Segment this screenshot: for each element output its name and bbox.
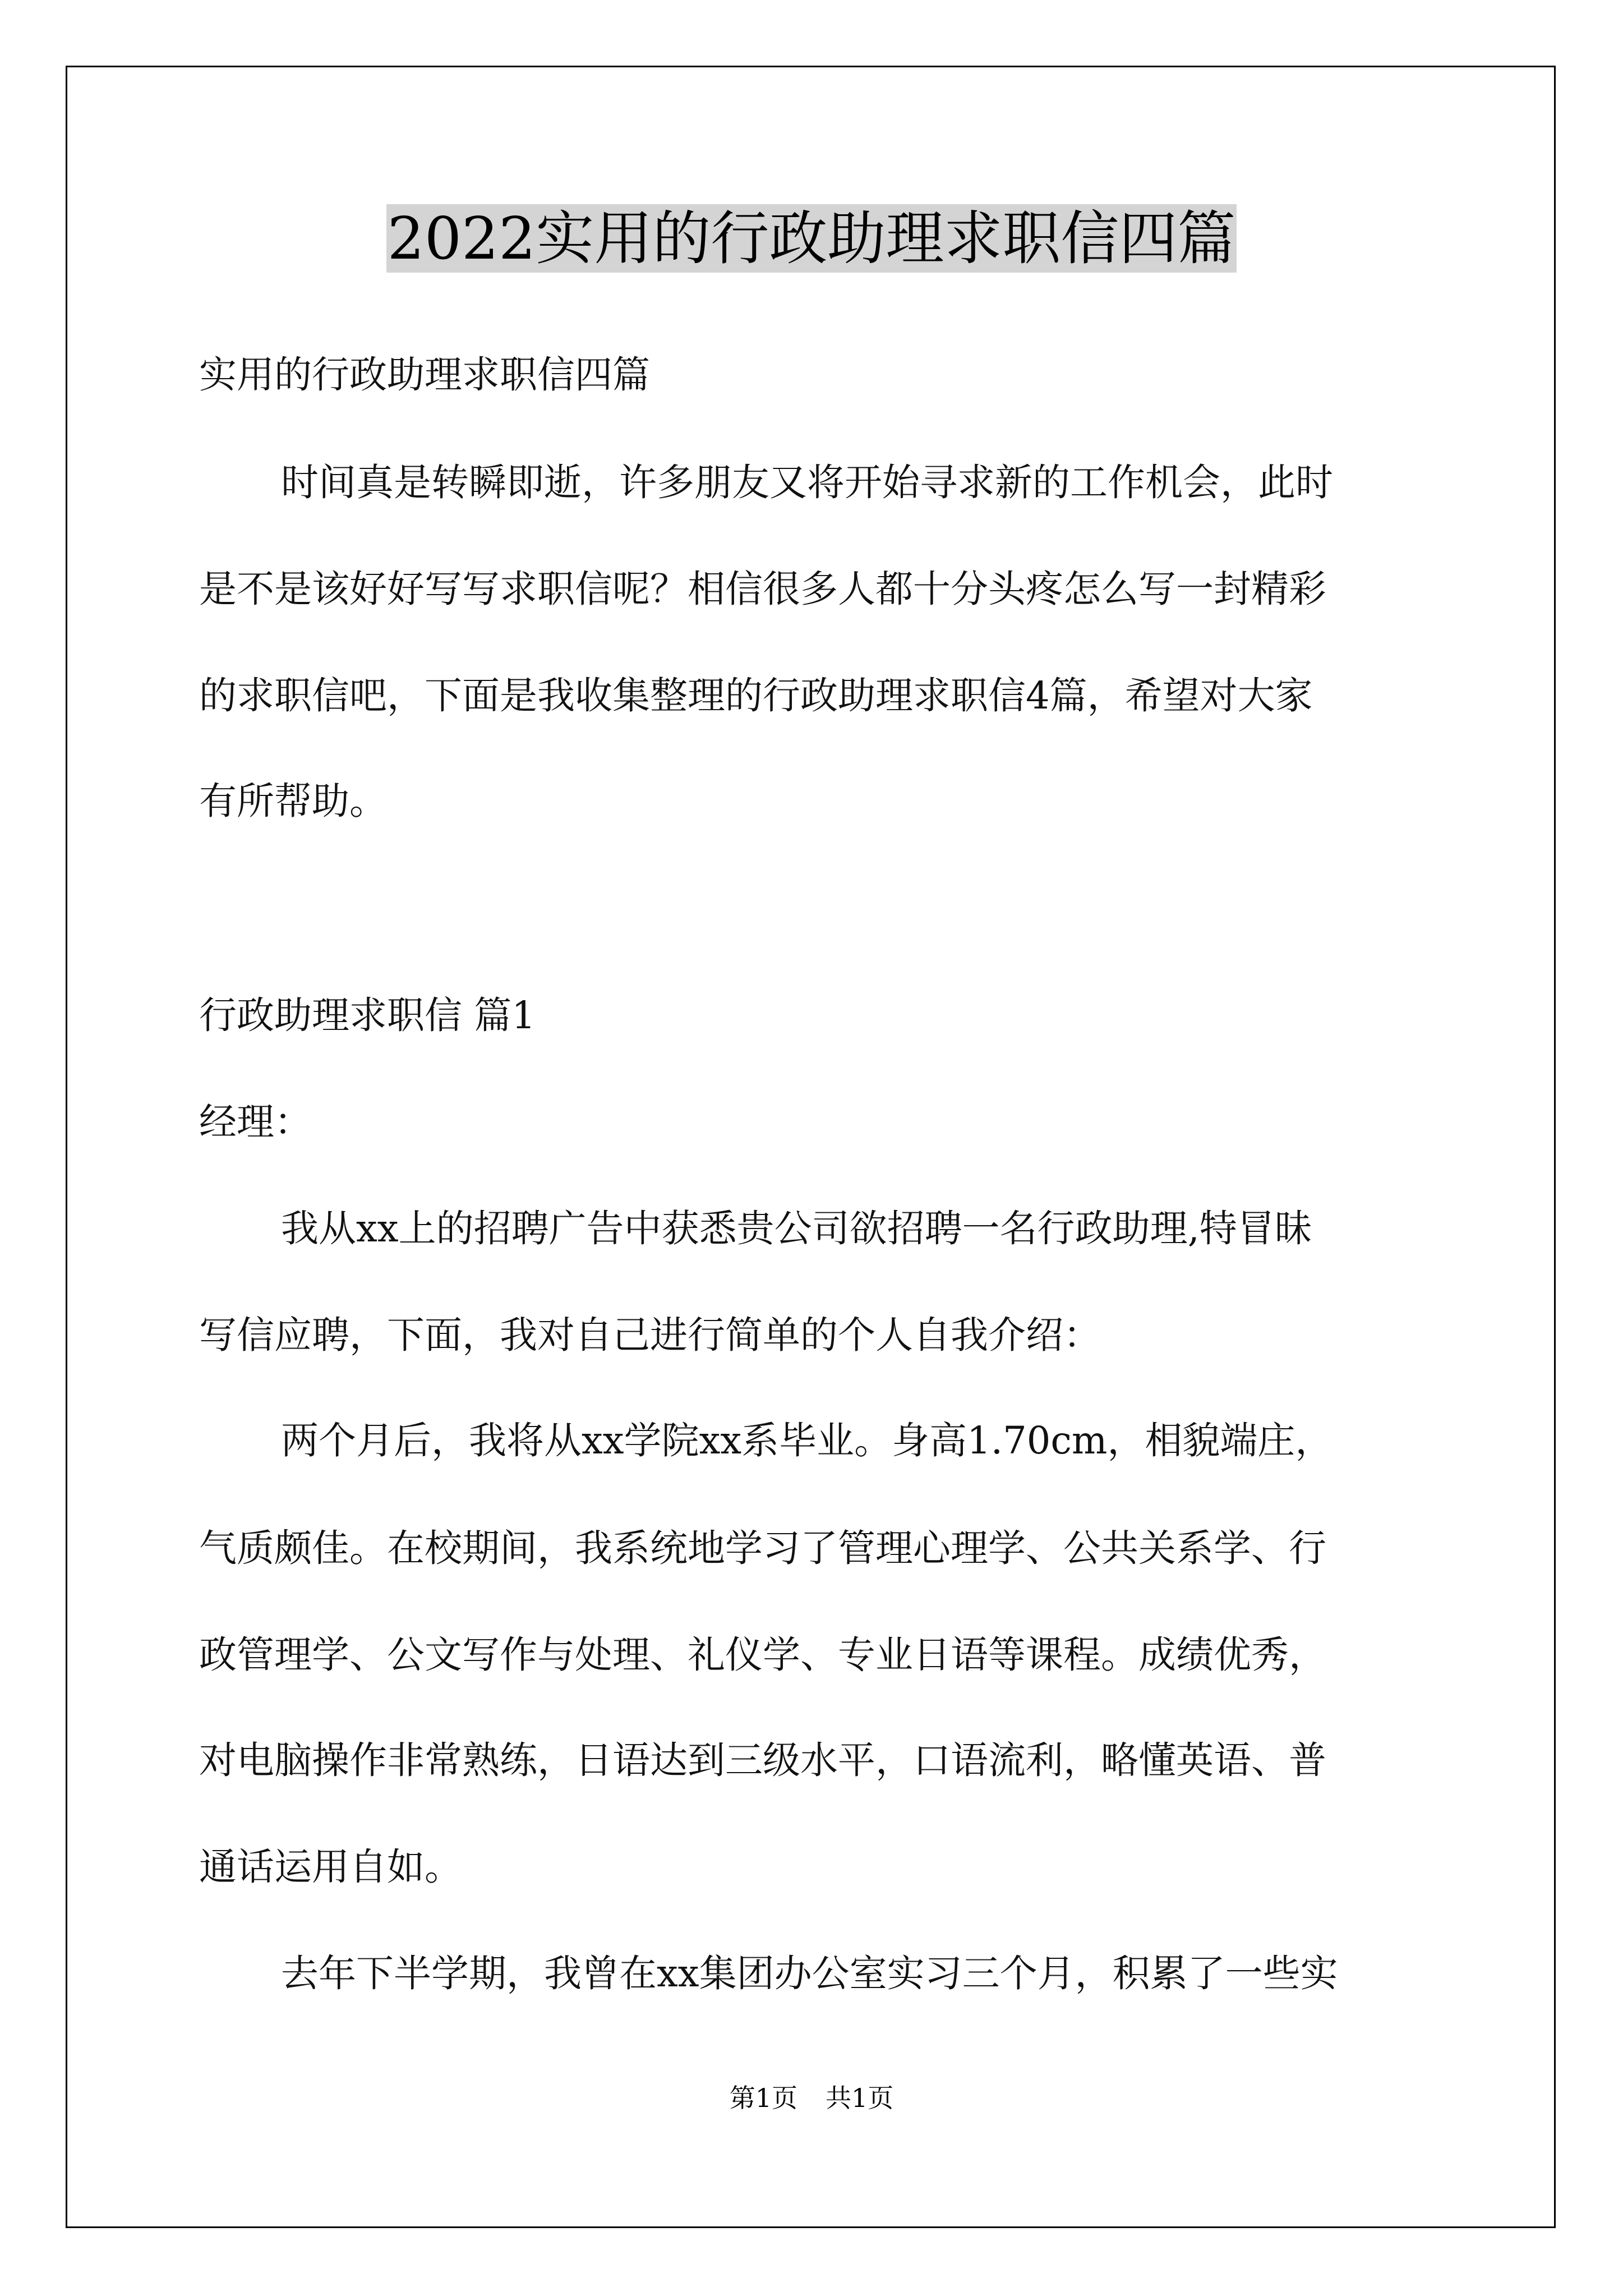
paragraph-line: 是不是该好好写写求职信呢？相信很多人都十分头疼怎么写一封精彩 xyxy=(199,567,1326,611)
page-footer xyxy=(0,2081,1623,2115)
salutation: 经理： xyxy=(199,1100,312,1144)
section-heading: 行政助理求职信 篇1 xyxy=(199,993,536,1037)
paragraph-line: 的求职信吧，下面是我收集整理的行政助理求职信4篇，希望对大家 xyxy=(199,674,1313,717)
title-text: 2022实用的行政助理求职信四篇 xyxy=(387,204,1236,273)
paragraph-line: 政管理学、公文写作与处理、礼仪学、专业日语等课程。成绩优秀， xyxy=(199,1633,1326,1677)
paragraph-line: 我从xx上的招聘广告中获悉贵公司欲招聘一名行政助理,特冒昧 xyxy=(281,1207,1312,1250)
paragraph-line: 对电脑操作非常熟练，日语达到三级水平，口语流利，略懂英语、普 xyxy=(199,1738,1326,1782)
paragraph-line: 有所帮助。 xyxy=(199,779,387,823)
paragraph-line: 时间真是转瞬即逝，许多朋友又将开始寻求新的工作机会，此时 xyxy=(281,461,1333,504)
paragraph-line: 去年下半学期，我曾在xx集团办公室实习三个月，积累了一些实 xyxy=(281,1952,1338,1995)
paragraph-line: 气质颇佳。在校期间，我系统地学习了管理心理学、公共关系学、行 xyxy=(199,1526,1326,1570)
paragraph-line: 两个月后，我将从xx学院xx系毕业。身高1.70cm，相貌端庄， xyxy=(281,1419,1333,1462)
subtitle-line: 实用的行政助理求职信四篇 xyxy=(199,353,650,397)
document-title xyxy=(0,196,1623,280)
paragraph-line: 通话运用自如。 xyxy=(199,1845,462,1889)
total-pages: 共1页 xyxy=(826,2083,894,2113)
paragraph-line: 写信应聘，下面，我对自己进行简单的个人自我介绍： xyxy=(199,1313,1101,1357)
page-number: 第1页 xyxy=(729,2083,797,2113)
